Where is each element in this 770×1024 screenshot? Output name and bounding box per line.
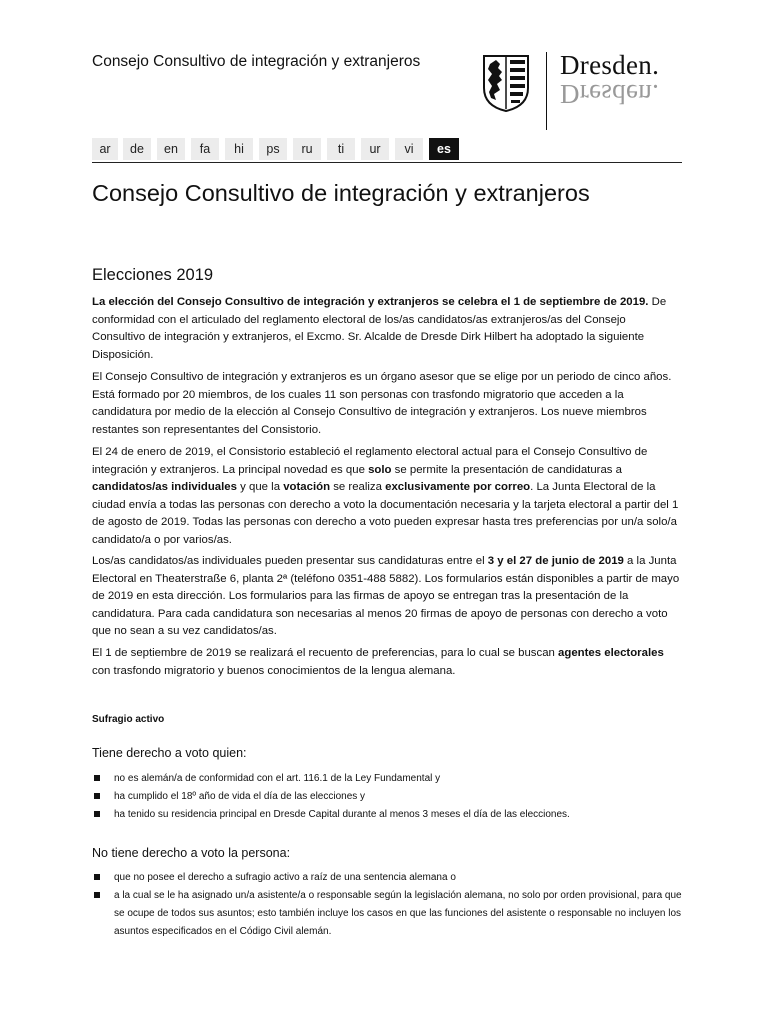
list-item <box>92 770 682 788</box>
paragraph-1 <box>92 294 682 364</box>
p3-bold-correo: exclusivamente por correo <box>385 481 531 493</box>
logo-divider <box>546 52 547 130</box>
bullet-square-icon <box>94 811 100 817</box>
paragraph-1-bold: La elección del Consejo Consultivo de integración y extranjeros se celebra el 1 de septiembre de 2019. <box>92 296 649 308</box>
ineligible-intro: No tiene derecho a voto la persona: <box>92 846 291 860</box>
p3-bold-votacion: votación <box>283 481 331 493</box>
dresden-crest-icon <box>482 54 530 112</box>
paragraph-4 <box>92 553 682 641</box>
p3-text-e: y que la <box>236 481 284 493</box>
p3-text-i: . La Junta Electoral de la ciudad envía a todas las personas con derecho a voto la documentación necesaria y la tarjeta electoral a partir del 1 de agosto de 2019. Todas las personas con derecho a voto pueden expresar hasta tres preferencias por un/a solo/a candidato/a o por varios/as. <box>92 481 679 546</box>
page-title: Consejo Consultivo de integración y extranjeros <box>92 180 590 206</box>
p5-text-a: El 1 de septiembre de 2019 se realizará el recuento de preferencias, para lo cual se buscan <box>92 647 559 659</box>
p3-bold-candidatos: candidatos/as individuales <box>92 481 237 493</box>
list-item-text: que no posee el derecho a sufragio activo a raíz de una sentencia alemana o <box>114 872 456 883</box>
language-tab-ti[interactable]: ti <box>327 138 355 160</box>
list-item-text: no es alemán/a de conformidad con el art. 116.1 de la Ley Fundamental y <box>114 773 441 784</box>
p3-text-c: se permite la presentación de candidaturas a <box>391 463 622 476</box>
logo-wordmark-reflection: Dresden. <box>560 79 660 109</box>
eligible-list <box>92 770 682 824</box>
p4-text-a: Los/as candidatos/as individuales pueden presentar sus candidaturas entre el <box>92 555 488 567</box>
p5-bold-agentes: agentes electorales <box>558 647 664 659</box>
sufragio-heading: Sufragio activo <box>92 714 165 725</box>
p3-bold-solo: solo <box>368 463 392 476</box>
eligible-intro: Tiene derecho a voto quien: <box>92 746 247 760</box>
list-item <box>92 887 682 941</box>
language-tab-ru[interactable]: ru <box>293 138 321 160</box>
language-tab-ps[interactable]: ps <box>259 138 287 160</box>
section-title: Elecciones 2019 <box>92 266 214 284</box>
paragraph-3 <box>92 444 682 549</box>
list-item-text: ha cumplido el 18º año de vida el día de las elecciones y <box>114 791 366 802</box>
p4-text-c: a la Junta Electoral en Theaterstraße 6, planta 2ª (teléfono 0351-488 5882). Los formularios están disponibles a partir de mayo de 2019 en esta dirección. Los formularios para las firmas de apoyo se entregan tras la presentación de la candidatura. Para cada candidatura son necesarias al menos 20 firmas de apoyo de personas con derecho a voto que no sean a su vez candidatos/as. <box>92 555 680 637</box>
p3-text-a: El 24 de enero de 2019, el Consistorio estableció el reglamento electoral actual para el Consejo Consultivo de integración y extranjeros. La principal novedad es que <box>92 446 648 476</box>
language-bar <box>92 138 682 163</box>
paragraph-1-text: De conformidad con el articulado del reglamento electoral de los/as candidatos/as extranjeros/as del Consejo Consultivo de integración y extranjeros, el Excmo. Sr. Alcalde de Dresde Dirk Hilbert ha adoptado la siguiente Disposición. <box>92 296 667 361</box>
bullet-square-icon <box>94 775 100 781</box>
list-item-text: a la cual se le ha asignado un/a asistente/a o responsable según la legislación alemana, no solo por orden provisional, para que se ocupe de todos sus asuntos; esto también incluye los casos en que las funciones del asistente o responsable no incluyen los asuntos especificados en el Código Civil alemán. <box>114 890 682 937</box>
paragraph-5 <box>92 645 682 680</box>
dresden-logo[interactable] <box>482 52 682 132</box>
language-tab-es[interactable]: es <box>429 138 459 160</box>
language-tab-ar[interactable]: ar <box>92 138 118 160</box>
list-item <box>92 806 682 824</box>
language-tab-ur[interactable]: ur <box>361 138 389 160</box>
list-item <box>92 869 682 887</box>
list-item <box>92 788 682 806</box>
list-item-text: ha tenido su residencia principal en Dresde Capital durante al menos 3 meses el día de las elecciones. <box>114 809 570 820</box>
language-tab-en[interactable]: en <box>157 138 185 160</box>
paragraph-2: El Consejo Consultivo de integración y extranjeros es un órgano asesor que se elige por un periodo de cinco años. Está formado por 20 miembros, de los cuales 11 son personas con trasfondo migratorio que acceden a la candidatura por medio de la elección al Consejo Consultivo de integración y extranjeros. Los nueve miembros restantes son representantes del Consistorio. <box>92 371 672 436</box>
p5-text-c: con trasfondo migratorio y buenos conocimientos de la lengua alemana. <box>92 664 456 677</box>
p4-bold-dates: 3 y el 27 de junio de 2019 <box>487 555 624 567</box>
logo-wordmark: Dresden. <box>560 50 660 80</box>
p3-text-g: se realiza <box>330 481 386 493</box>
language-tab-vi[interactable]: vi <box>395 138 423 160</box>
bullet-square-icon <box>94 874 100 880</box>
language-tab-hi[interactable]: hi <box>225 138 253 160</box>
bullet-square-icon <box>94 892 100 898</box>
language-tab-de[interactable]: de <box>123 138 151 160</box>
bullet-square-icon <box>94 793 100 799</box>
language-tab-fa[interactable]: fa <box>191 138 219 160</box>
header-title: Consejo Consultivo de integración y extranjeros <box>92 53 421 70</box>
ineligible-list <box>92 869 682 941</box>
